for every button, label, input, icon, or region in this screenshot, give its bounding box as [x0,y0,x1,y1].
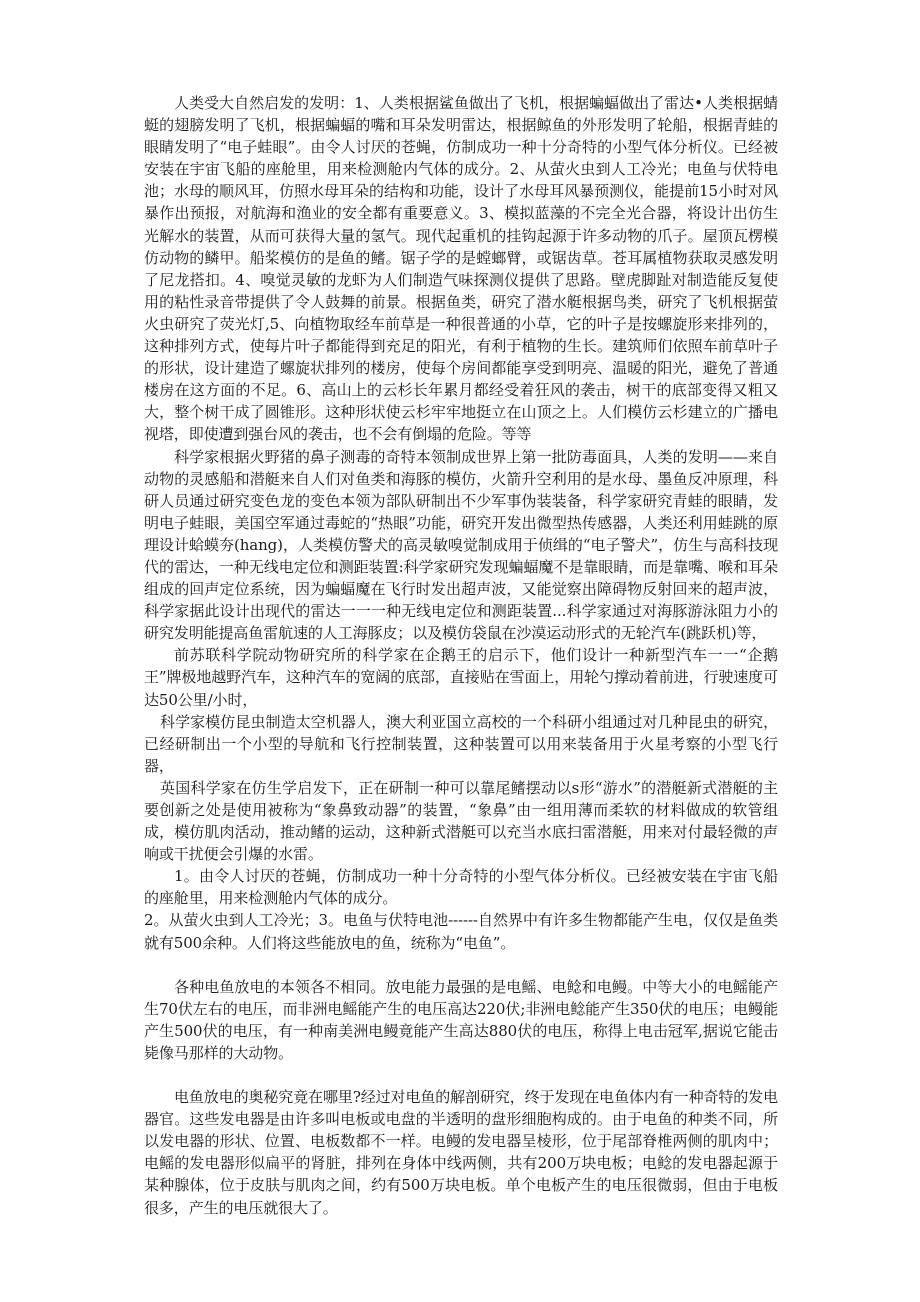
paragraph-gap [144,1064,778,1086]
paragraph: 2。从萤火虫到人工冷光；3。电鱼与伏特电池------自然界中有许多生物都能产生电，仅仅是鱼类就有500余种。人们将这些能放电的鱼，统称为“电鱼”。 [144,911,778,952]
paragraph: 科学家根据火野猪的鼻子测毒的奇特本领制成世界上第一批防毒面具，人类的发明——来自动物的灵感船和潜艇来自人们对鱼类和海豚的模仿，火箭升空利用的是水母、墨鱼反冲原理，科研人员通过研究变色龙的变色本领为部队研制出不少军事伪装装备，科学家研究青蛙的眼睛，发明电子蛙眼，美国空军通过毒蛇的“热眼”功能，研究开发出微型热传感器，人类还利用蛙跳的原理设计蛤蟆夯(hang)，人类模仿警犬的高灵敏嗅觉制成用于侦缉的“电子警犬”，仿生与高科技现代的雷达，一种无线电定位和测距装置:科学家研究发现蝙蝠魔不是靠眼睛，而是靠嘴、喉和耳朵组成的回声定位系统，因为蝙蝠魔在飞行时发出超声波，又能觉察出障碍物反射回来的超声波，科学家据此设计出现代的雷达一一一种无线电定位和测距装置...科学家通过对海豚游泳阻力小的研究发明能提高鱼雷航速的人工海豚皮；以及模仿袋鼠在沙漠运动形式的无轮汽车(跳跃机)等， [144,447,778,643]
paragraph: 各种电鱼放电的本领各不相同。放电能力最强的是电鳐、电鲶和电鳗。中等大小的电鳐能产生70伏左右的电压，而非洲电鳐能产生的电压高达220伏;非洲电鲶能产生350伏的电压；电鳗能产生500伏的电压，有一种南美洲电鳗竟能产生高达880伏的电压，称得上电击冠军,据说它能击毙像马那样的大动物。 [144,977,778,1062]
paragraph: 前苏联科学院动物研究所的科学家在企鹅王的启示下，他们设计一种新型汽车一一“企鹅王”牌极地越野汽车，这种汽车的宽阔的底部，直接贴在雪面上，用轮勺撑动着前进，行驶速度可达50公里/小时， [144,646,778,709]
document-body [144,92,778,1219]
paragraph: 人类受大自然启发的发明：1、人类根据鲨鱼做出了飞机，根据蝙蝠做出了雷达•人类根据蜻蜓的翅膀发明了飞机，根据蝙蝠的嘴和耳朵发明雷达，根据鲸鱼的外形发明了轮船，根据青蛙的眼睛发明了“电子蛙眼”。由令人讨厌的苍蝇，仿制成功一种十分奇特的小型气体分析仪。已经被安装在宇宙飞船的座舱里，用来检测舱内气体的成分。2、从萤火虫到人工冷光；电鱼与伏特电池；水母的顺风耳，仿照水母耳朵的结构和功能，设计了水母耳风暴预测仪，能提前15小时对风暴作出预报，对航海和渔业的安全都有重要意义。3、模拟蓝藻的不完全光合器，将设计出仿生光解水的装置，从而可获得大量的氢气。现代起重机的挂钩起源于许多动物的爪子。屋顶瓦楞模仿动物的鳞甲。船桨模仿的是鱼的鳍。锯子学的是螳螂臂，或锯齿草。苍耳属植物获取灵感发明了尼龙搭扣。4、嗅觉灵敏的龙虾为人们制造气味探测仪提供了思路。壁虎脚趾对制造能反复使用的粘性录音带提供了令人鼓舞的前景。根据鱼类，研究了潜水艇根据鸟类，研究了飞机根据萤火虫研究了荧光灯,5、向植物取经车前草是一种很普通的小草，它的叶子是按螺旋形来排列的，这种排列方式，使每片叶子都能得到充足的阳光，有利于植物的生长。建筑师们依照车前草叶子的形状，设计建造了螺旋状排列的楼房，使每个房间都能享受到明亮、温暖的阳光，避免了普通楼房在这方面的不足。6、高山上的云杉长年累月都经受着狂风的袭击，树干的底部变得又粗又大，整个树干成了圆锥形。这种形状使云杉牢牢地挺立在山顶之上。人们模仿云杉建立的广播电视塔，即使遭到强台风的袭击，也不会有倒塌的危险。等等 [144,94,778,444]
paragraph: 1。由令人讨厌的苍蝇，仿制成功一种十分奇特的小型气体分析仪。已经被安装在宇宙飞船的座舱里，用来检测舱内气体的成分。 [144,867,778,908]
paragraph: 电鱼放电的奥秘究竟在哪里?经过对电鱼的解剖研究，终于发现在电鱼体内有一种奇特的发电器官。这些发电器是由许多叫电板或电盘的半透明的盘形细胞构成的。由于电鱼的种类不同，所以发电器的形状、位置、电板数都不一样。电鳗的发电器呈棱形，位于尾部脊椎两侧的肌肉中；电鳐的发电器形似扁平的肾脏，排列在身体中线两侧，共有200万块电板；电鲶的发电器起源于某种腺体，位于皮肤与肌肉之间，约有500万块电板。单个电板产生的电压很微弱，但由于电板很多，产生的电压就很大了。 [144,1088,778,1217]
paragraph: 英国科学家在仿生学启发下，正在研制一种可以靠尾鳍摆动以s形“游水”的潜艇新式潜艇的主要创新之处是使用被称为“象鼻致动器”的装置，“象鼻”由一组用薄而柔软的材料做成的软管组成，模仿肌肉活动，推动鳍的运动，这种新式潜艇可以充当水底扫雷潜艇，用来对付最轻微的声响或干扰便会引爆的水雷。 [144,778,778,864]
paragraph-gap [144,954,778,976]
paragraph: 科学家模仿昆虫制造太空机器人，澳大利亚国立高校的一个科研小组通过对几种昆虫的研究，已经研制出一个小型的导航和飞行控制装置，这种装置可以用来装备用于火星考察的小型飞行器， [144,712,778,775]
